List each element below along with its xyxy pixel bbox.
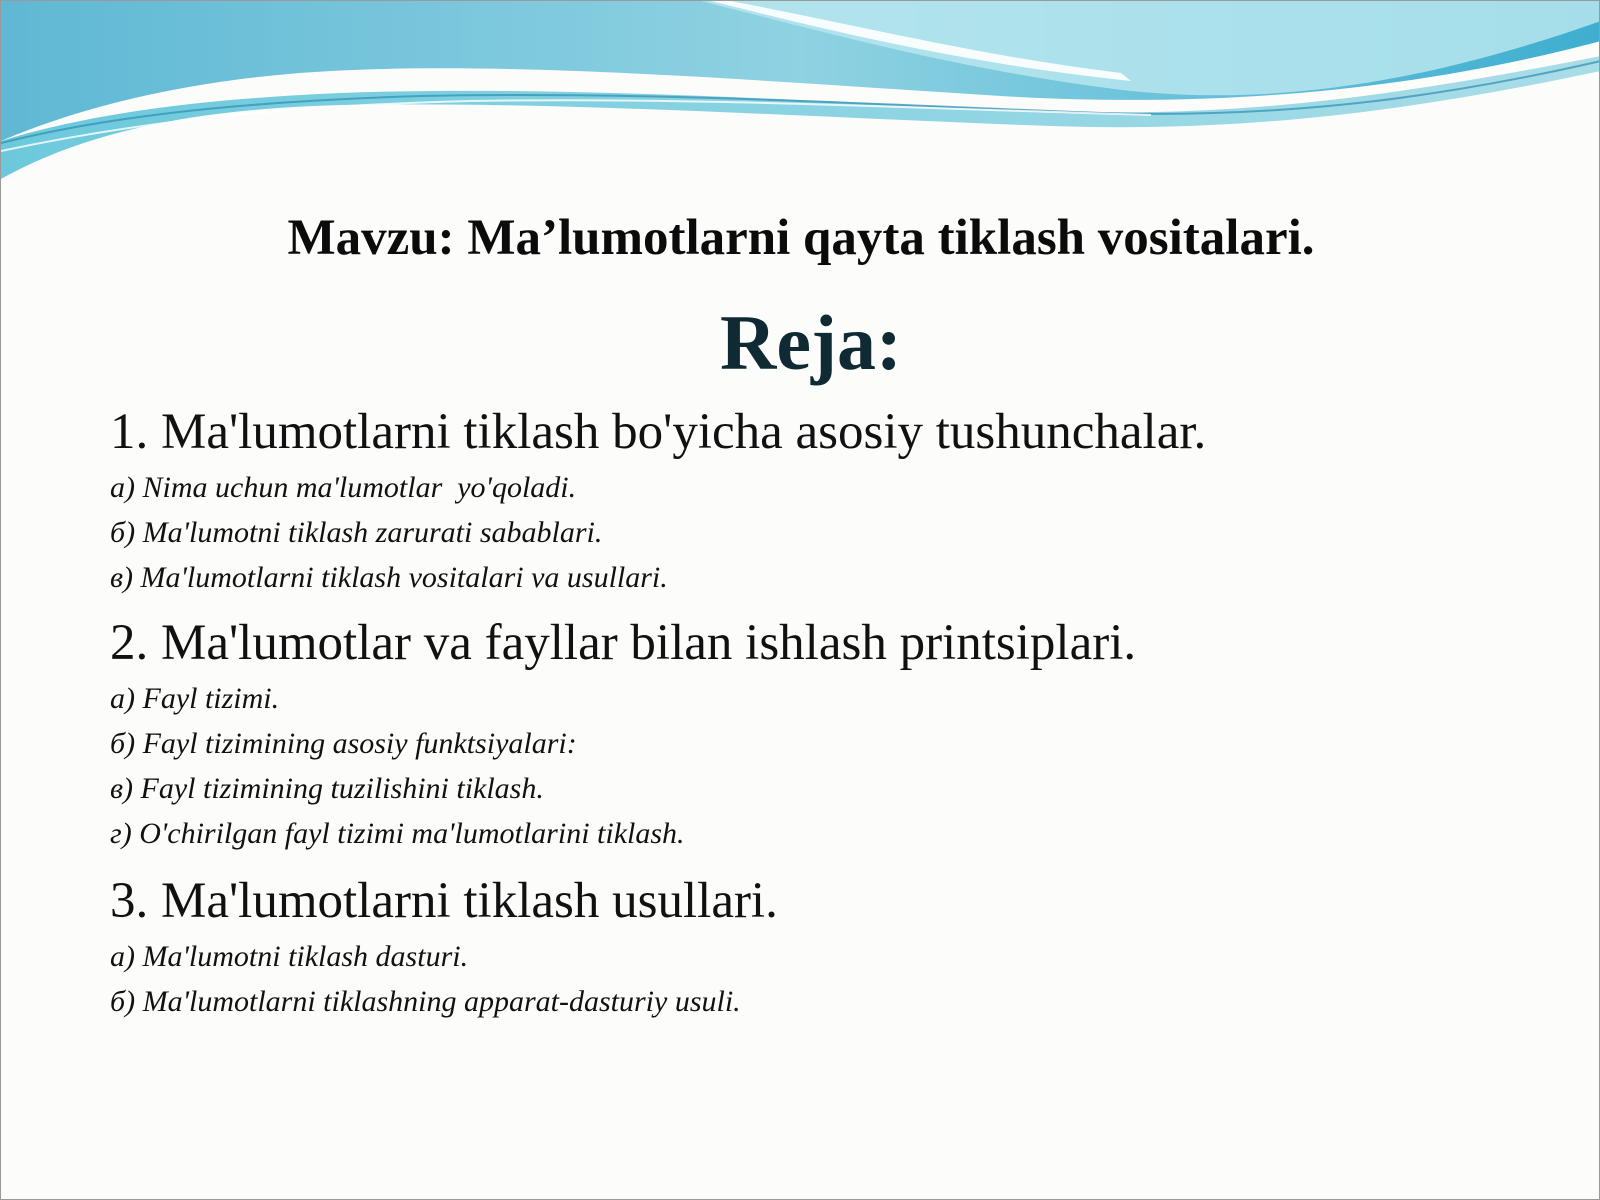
sub-item: а) Nima uchun ma'lumotlar yo'qoladi. xyxy=(110,471,577,504)
sub-item: в) Ma'lumotlarni tiklash vositalari va usullari. xyxy=(110,561,668,594)
plan-section-2 xyxy=(110,610,1550,856)
section-heading: 1. Ma'lumotlarni tiklash bo'yicha asosiy tushunchalar. xyxy=(110,404,1207,460)
slide-title: Mavzu: Ma’lumotlarni qayta tiklash vositalari. xyxy=(287,210,1315,266)
sub-item: г) O'chirilgan fayl tizimi ma'lumotlarini tiklash. xyxy=(110,817,685,850)
plan-list xyxy=(110,399,1550,1024)
header-wave-decoration xyxy=(1,1,1600,191)
plan-heading: Reja: xyxy=(720,299,902,386)
sub-item: б) Ma'lumotni tiklash zarurati sabablari. xyxy=(110,516,603,549)
sub-item: в) Fayl tizimining tuzilishini tiklash. xyxy=(110,772,544,805)
section-heading: 2. Ma'lumotlar va fayllar bilan ishlash printsiplari. xyxy=(110,615,1137,671)
sub-item: а) Fayl tizimi. xyxy=(110,682,280,715)
plan-section-3 xyxy=(110,868,1550,1024)
sub-item: а) Ma'lumotni tiklash dasturi. xyxy=(110,940,469,973)
sub-item: б) Ma'lumotlarni tiklashning apparat-dasturiy usuli. xyxy=(110,985,741,1018)
section-heading: 3. Ma'lumotlarni tiklash usullari. xyxy=(110,873,778,929)
sub-item: б) Fayl tizimining asosiy funktsiyalari: xyxy=(110,727,577,760)
plan-section-1 xyxy=(110,399,1550,600)
